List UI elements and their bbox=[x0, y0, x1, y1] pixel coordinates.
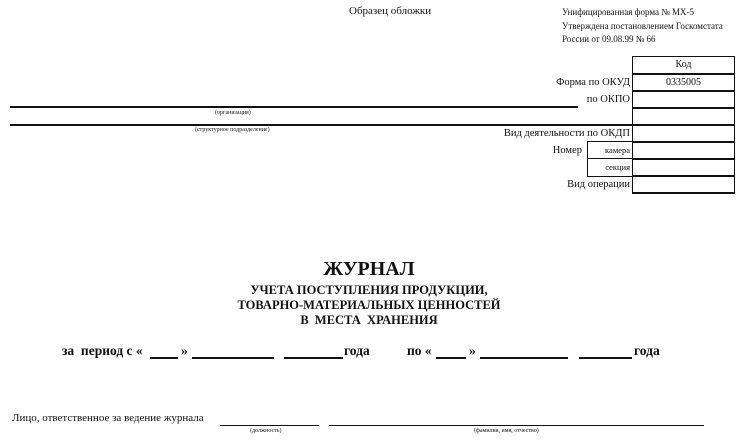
to-day-line[interactable] bbox=[436, 357, 466, 359]
organization-caption: (организация) bbox=[215, 110, 251, 116]
from-day-line[interactable] bbox=[150, 357, 178, 359]
form-info bbox=[562, 6, 723, 47]
position-line[interactable] bbox=[220, 425, 319, 426]
okud-code-cell[interactable]: 0335005 bbox=[632, 73, 735, 92]
division-line[interactable] bbox=[10, 124, 632, 126]
journal-title: ЖУРНАЛ bbox=[323, 258, 415, 280]
codes-header: Код bbox=[632, 56, 735, 75]
form-info-line: Утверждена постановлением Госкомстата bbox=[562, 20, 723, 31]
sample-label: Образец обложки bbox=[349, 5, 432, 17]
organization-line[interactable] bbox=[10, 106, 578, 108]
journal-subtitle-2: ТОВАРНО-МАТЕРИАЛЬНЫХ ЦЕННОСТЕЙ bbox=[237, 298, 501, 312]
chamber-label: камера bbox=[605, 145, 630, 155]
form-info-line: Унифицированная форма № МХ-5 bbox=[562, 7, 695, 17]
division-caption: (структурное подразделение) bbox=[195, 127, 270, 133]
position-caption: (должность) bbox=[250, 428, 282, 434]
journal-subtitle-3: В МЕСТА ХРАНЕНИЯ bbox=[300, 313, 438, 327]
from-year-word: года bbox=[344, 343, 370, 358]
form-info-line: России от 09.08.99 № 66 bbox=[562, 34, 656, 44]
responsible-label: Лицо, ответственное за ведение журнала bbox=[12, 412, 204, 424]
operation-label: Вид операции bbox=[567, 179, 630, 190]
to-month-line[interactable] bbox=[480, 357, 568, 359]
number-label: Номер bbox=[552, 145, 582, 156]
section-label: секция bbox=[605, 162, 630, 172]
to-quote-close: » bbox=[469, 343, 476, 358]
from-quote-close: » bbox=[181, 343, 188, 358]
to-year-word: года bbox=[634, 343, 660, 358]
from-month-line[interactable] bbox=[192, 357, 274, 359]
full-name-line[interactable] bbox=[329, 425, 704, 426]
full-name-caption: (фамилия, имя, отчество) bbox=[474, 428, 539, 434]
from-year-line[interactable] bbox=[284, 357, 343, 359]
okdp-label: Вид деятельности по ОКДП bbox=[503, 128, 630, 139]
okud-label: Форма по ОКУД bbox=[556, 77, 630, 88]
journal-subtitle-1: УЧЕТА ПОСТУПЛЕНИЯ ПРОДУКЦИИ, bbox=[250, 283, 488, 297]
number-subbox-divider bbox=[587, 158, 633, 159]
to-year-line[interactable] bbox=[579, 357, 632, 359]
okpo-label: по ОКПО bbox=[586, 94, 630, 105]
period-from-label: за период с « bbox=[62, 343, 143, 358]
period-to-label: по « bbox=[407, 343, 432, 358]
operation-code-cell[interactable] bbox=[632, 175, 735, 194]
